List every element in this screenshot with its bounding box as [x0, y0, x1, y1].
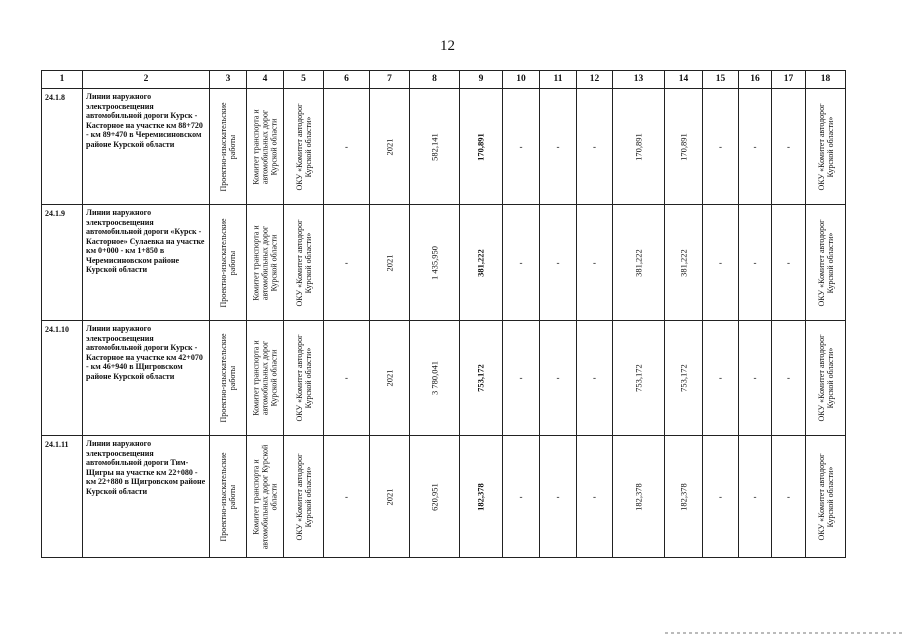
row-code: 24.1.9	[42, 205, 83, 321]
responsible-cell-text: ОКУ «Комитет автодорог Курской области»	[816, 103, 835, 190]
col15-cell-text: -	[719, 140, 722, 151]
col15-cell-text: -	[719, 256, 722, 267]
total-cost-cell-text: 1 435,950	[428, 245, 439, 280]
col6-cell-text: -	[345, 490, 348, 501]
col6-cell-text: -	[345, 140, 348, 151]
column-header: 15	[703, 71, 739, 89]
work-type-cell	[210, 436, 247, 558]
total-cost-cell	[410, 321, 460, 436]
investment-table	[41, 70, 846, 558]
column-header: 4	[247, 71, 284, 89]
work-type-cell-text: Проектно-изыскательские работы	[219, 217, 237, 308]
column-header: 2	[83, 71, 210, 89]
col15-cell	[703, 89, 739, 205]
col12-cell	[577, 321, 613, 436]
col17-cell-text: -	[787, 256, 790, 267]
col14-cell-text: 182,378	[677, 482, 688, 511]
col6-cell-text: -	[345, 256, 348, 267]
table-row	[42, 436, 846, 558]
col6-cell	[324, 205, 370, 321]
col10-cell-text: -	[519, 140, 523, 151]
customer-cell	[247, 321, 284, 436]
object-name: Линии наружного электроосвещения автомобильной дороги «Курск - Касторное» Сулаевка на участке км 0+000 - км 1+850 в Черемисиновском районе Курской области	[83, 205, 210, 321]
customer-cell	[247, 205, 284, 321]
col14-cell	[665, 205, 703, 321]
total-cost-cell	[410, 436, 460, 558]
col11-cell-text: -	[556, 490, 560, 501]
col10-cell	[503, 321, 540, 436]
work-type-cell	[210, 321, 247, 436]
executor-cell	[284, 89, 324, 205]
column-header: 17	[772, 71, 806, 89]
executor-cell	[284, 436, 324, 558]
col15-cell	[703, 205, 739, 321]
executor-cell	[284, 321, 324, 436]
col16-cell	[739, 205, 772, 321]
col12-cell-text: -	[593, 490, 596, 501]
col15-cell	[703, 321, 739, 436]
col13-cell-text: 381,222	[632, 248, 643, 277]
col17-cell	[772, 89, 806, 205]
column-header: 10	[503, 71, 540, 89]
col12-cell	[577, 89, 613, 205]
col16-cell-text: -	[753, 490, 757, 501]
col9-cell	[460, 89, 503, 205]
total-cost-cell	[410, 89, 460, 205]
col11-cell-text: -	[556, 256, 560, 267]
col16-cell-text: -	[753, 256, 757, 267]
header-row	[42, 71, 846, 89]
col9-cell-text: 753,172	[475, 364, 486, 392]
year-cell-text: 2021	[383, 254, 394, 271]
col13-cell-text: 170,891	[632, 132, 643, 161]
column-header: 1	[42, 71, 83, 89]
work-type-cell	[210, 205, 247, 321]
column-header: 13	[613, 71, 665, 89]
work-type-cell-text: Проектно-изыскательские работы	[219, 451, 237, 542]
customer-cell	[247, 436, 284, 558]
year-cell	[370, 436, 410, 558]
col12-cell	[577, 436, 613, 558]
total-cost-cell-text: 620,951	[428, 482, 439, 511]
column-header: 7	[370, 71, 410, 89]
col9-cell-text: 182,378	[475, 482, 486, 511]
col13-cell	[613, 436, 665, 558]
executor-cell-text: ОКУ «Комитет автодорог Курской области»	[294, 334, 313, 422]
col14-cell-text: 170,891	[677, 132, 688, 161]
table-row	[42, 205, 846, 321]
col9-cell	[460, 436, 503, 558]
executor-cell-text: ОКУ «Комитет автодорог Курской области»	[294, 453, 313, 540]
scan-artifact	[665, 632, 905, 634]
col13-cell	[613, 205, 665, 321]
total-cost-cell-text: 3 780,041	[428, 361, 439, 395]
col10-cell-text: -	[519, 372, 523, 383]
col9-cell-text: 170,891	[475, 132, 486, 161]
responsible-cell	[806, 89, 846, 205]
object-name: Линии наружного электроосвещения автомобильной дороги Тим-Щигры на участке км 22+080 - км 22+880 в Щигровском районе Курской области	[83, 436, 210, 558]
object-name: Линии наружного электроосвещения автомобильной дороги Курск - Касторное на участке км 88+720 - км 89+470 в Черемисиновском районе Курской области	[83, 89, 210, 205]
col15-cell-text: -	[719, 372, 722, 383]
col17-cell	[772, 205, 806, 321]
column-header: 8	[410, 71, 460, 89]
object-name: Линии наружного электроосвещения автомобильной дороги Курск - Касторное на участке км 42+070 - км 46+940 в Щигровском районе Курской области	[83, 321, 210, 436]
column-header: 12	[577, 71, 613, 89]
col12-cell-text: -	[593, 140, 596, 151]
year-cell	[370, 321, 410, 436]
col10-cell-text: -	[519, 490, 523, 501]
customer-cell-text: Комитет транспорта и автомобильных дорог Курской области	[251, 444, 279, 549]
col10-cell	[503, 436, 540, 558]
col15-cell-text: -	[719, 490, 722, 501]
col14-cell	[665, 89, 703, 205]
responsible-cell	[806, 205, 846, 321]
col17-cell-text: -	[787, 140, 790, 151]
row-code: 24.1.11	[42, 436, 83, 558]
col11-cell-text: -	[556, 372, 560, 383]
col14-cell	[665, 436, 703, 558]
col16-cell	[739, 436, 772, 558]
col11-cell-text: -	[556, 140, 560, 151]
executor-cell-text: ОКУ «Комитет автодорог Курской области»	[294, 103, 313, 190]
col6-cell	[324, 321, 370, 436]
year-cell	[370, 89, 410, 205]
col17-cell	[772, 321, 806, 436]
col11-cell	[540, 321, 577, 436]
col12-cell	[577, 205, 613, 321]
row-code: 24.1.8	[42, 89, 83, 205]
col6-cell	[324, 436, 370, 558]
responsible-cell-text: ОКУ «Комитет автодорог Курской области»	[816, 453, 835, 540]
col14-cell-text: 753,172	[677, 364, 688, 392]
column-header: 5	[284, 71, 324, 89]
col16-cell-text: -	[753, 372, 757, 383]
column-header: 9	[460, 71, 503, 89]
table-row	[42, 89, 846, 205]
work-type-cell	[210, 89, 247, 205]
col16-cell	[739, 89, 772, 205]
col13-cell	[613, 89, 665, 205]
col17-cell-text: -	[787, 490, 790, 501]
col9-cell-text: 381,222	[475, 248, 486, 277]
col13-cell	[613, 321, 665, 436]
customer-cell-text: Комитет транспорта и автомобильных дорог Курской области	[251, 108, 279, 185]
col12-cell-text: -	[593, 256, 596, 267]
customer-cell	[247, 89, 284, 205]
col14-cell	[665, 321, 703, 436]
work-type-cell-text: Проектно-изыскательские работы	[219, 101, 237, 192]
page-number: 12	[440, 38, 455, 54]
responsible-cell	[806, 321, 846, 436]
year-cell	[370, 205, 410, 321]
col10-cell	[503, 89, 540, 205]
executor-cell-text: ОКУ «Комитет автодорог Курской области»	[294, 219, 313, 306]
responsible-cell	[806, 436, 846, 558]
col16-cell	[739, 321, 772, 436]
column-header: 14	[665, 71, 703, 89]
responsible-cell-text: ОКУ «Комитет автодорог Курской области»	[816, 334, 835, 422]
col16-cell-text: -	[753, 140, 757, 151]
col10-cell-text: -	[519, 256, 523, 267]
column-header: 11	[540, 71, 577, 89]
col10-cell	[503, 205, 540, 321]
year-cell-text: 2021	[383, 138, 394, 155]
executor-cell	[284, 205, 324, 321]
col9-cell	[460, 205, 503, 321]
col11-cell	[540, 436, 577, 558]
work-type-cell-text: Проектно-изыскательские работы	[219, 333, 237, 423]
col14-cell-text: 381,222	[677, 248, 688, 277]
col17-cell	[772, 436, 806, 558]
column-header: 16	[739, 71, 772, 89]
total-cost-cell	[410, 205, 460, 321]
col6-cell-text: -	[345, 372, 348, 383]
column-header: 3	[210, 71, 247, 89]
year-cell-text: 2021	[383, 369, 394, 387]
column-header: 6	[324, 71, 370, 89]
customer-cell-text: Комитет транспорта и автомобильных дорог Курской области	[251, 224, 279, 301]
total-cost-cell-text: 582,141	[428, 132, 439, 161]
col17-cell-text: -	[787, 372, 790, 383]
col13-cell-text: 753,172	[632, 364, 643, 392]
col12-cell-text: -	[593, 372, 596, 383]
col15-cell	[703, 436, 739, 558]
col9-cell	[460, 321, 503, 436]
col11-cell	[540, 205, 577, 321]
responsible-cell-text: ОКУ «Комитет автодорог Курской области»	[816, 219, 835, 306]
column-header: 18	[806, 71, 846, 89]
col13-cell-text: 182,378	[632, 482, 643, 511]
col11-cell	[540, 89, 577, 205]
col6-cell	[324, 89, 370, 205]
customer-cell-text: Комитет транспорта и автомобильных дорог Курской области	[251, 340, 279, 416]
row-code: 24.1.10	[42, 321, 83, 436]
table-row	[42, 321, 846, 436]
year-cell-text: 2021	[383, 488, 394, 505]
